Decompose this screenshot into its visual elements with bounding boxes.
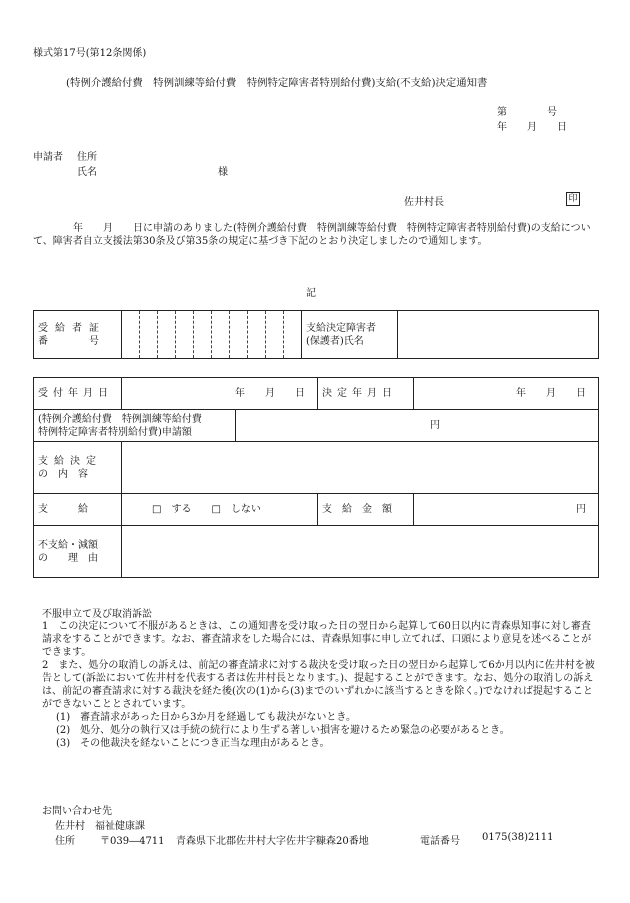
decision-content-label (34, 442, 122, 494)
content-label-line1: 支給決定 (38, 455, 102, 467)
payment-amount-value[interactable]: 円 (414, 494, 599, 526)
contact-postal: 〒039―4711 (100, 836, 165, 847)
claim-amount-value[interactable]: 円 (236, 410, 599, 442)
appeal-heading: 不服申立て及び取消訴訟 (42, 609, 152, 620)
appeal-paragraph-1: 1 この決定について不服があるときは、この通知書を受け取った日の翌日から起算して60日以内に青森県知事に対し審査請求をすることができます。なお、審査請求をした場合には、青森県知事に申し立てれば、口頭により意見を述べることができます。 (42, 621, 592, 658)
contact-phone: 0175(38)2111 (482, 832, 554, 843)
form-number: 様式第17号(第12条関係) (33, 48, 147, 59)
decision-table (33, 377, 599, 578)
recipient-digit-cell[interactable] (212, 311, 230, 359)
reason-value[interactable] (122, 526, 599, 578)
recipient-digit-cell[interactable] (266, 311, 284, 359)
recipient-digit-cell[interactable] (194, 311, 212, 359)
decision-content-value[interactable] (122, 442, 599, 494)
contact-department: 佐井村 福祉健康課 (55, 821, 145, 832)
decided-person-label (302, 311, 398, 359)
recipient-digit-cell[interactable] (230, 311, 248, 359)
reason-label (34, 526, 122, 578)
received-date-value[interactable]: 年 月 日 (122, 378, 318, 410)
intro-text: 年 月 日に申請のありました(特例介護給付費 特例訓練等給付費 特例特定障害者特別給付費)の支給について、障害者自立支援法第30条及び第35条の規定に基づき下記のとおり決定しましたので通知します。 (33, 223, 591, 247)
recipient-digit-cell[interactable] (122, 311, 140, 359)
appeal-item-1: (1) 審査請求があった日から3か月を経過しても裁決がないとき。 (56, 712, 357, 723)
contact-heading: お問い合わせ先 (42, 806, 112, 817)
ki-heading: 記 (306, 288, 316, 299)
contact-address: 青森県下北郡佐井村大字佐井字糠森20番地 (176, 836, 369, 847)
recipient-digit-cell[interactable] (248, 311, 266, 359)
appeal-notes (42, 620, 600, 750)
recipient-table (33, 310, 599, 359)
appeal-paragraph-2: 2 また、処分の取消しの訴えは、前記の審査請求に対する裁決を受け取った日の翌日から起算して6か月以内に佐井村を被告として(訴訟において佐井村を代表する者は佐井村長となります。)、提起することができます。なお、処分の取消しの訴えは、前記の審査請求に対する裁決を経た後(次の(1)から(3)までのいずれかに該当するときを除く。)でなければ提起することができないこととされています。 (42, 660, 595, 710)
claim-label-line1: (特例介護給付費 特例訓練等給付費 (38, 413, 202, 425)
payment-label: 支 給 (34, 494, 122, 526)
decided-person-label-line2: (保護者)氏名 (306, 335, 364, 347)
document-date: 年 月 日 (497, 122, 567, 133)
decision-date-label: 決定年月日 (318, 378, 414, 410)
payment-amount-label: 支 給 金 額 (318, 494, 414, 526)
contact-phone-label: 電話番号 (420, 836, 460, 847)
recipient-digit-cell[interactable] (284, 311, 302, 359)
issuer-name: 佐井村長 (404, 197, 444, 208)
recipient-digit-cell[interactable] (158, 311, 176, 359)
applicant-address-label: 住所 (77, 152, 97, 163)
applicant-heading: 申請者 (33, 152, 63, 163)
document-title: (特例介護給付費 特例訓練等給付費 特例特定障害者特別給付費)支給(不支給)決定通知書 (66, 77, 488, 89)
claim-label-line2: 特例特定障害者特別給付費)申請額 (38, 426, 192, 438)
applicant-name-label: 氏名 (77, 167, 97, 178)
content-label-line2: の 内 容 (38, 468, 88, 480)
decision-date-value[interactable]: 年 月 日 (414, 378, 599, 410)
appeal-item-3: (3) その他裁決を経ないことにつき正当な理由があるとき。 (56, 738, 330, 749)
decided-person-label-line1: 支給決定障害者 (306, 322, 376, 334)
contact-address-label: 住所 (55, 836, 75, 847)
applicant-sama: 様 (218, 167, 228, 178)
received-date-label: 受付年月日 (34, 378, 122, 410)
reason-label-line1: 不支給・減額 (38, 539, 98, 551)
recipient-digit-cell[interactable] (140, 311, 158, 359)
seal-mark (566, 192, 580, 206)
document-number: 第 号 (497, 107, 557, 118)
payment-options[interactable]: □ する □ しない (122, 494, 318, 526)
seal-text: 印 (566, 192, 580, 206)
recipient-label-line1: 受給者証 (38, 322, 106, 334)
decided-person-name-field[interactable] (398, 311, 599, 359)
recipient-digit-cell[interactable] (176, 311, 194, 359)
appeal-item-2: (2) 処分、処分の執行又は手続の続行により生ずる著しい損害を避けるため緊急の必要があるとき。 (56, 725, 510, 736)
recipient-label-line2: 番 号 (38, 335, 106, 347)
reason-label-line2: の 理 由 (38, 552, 98, 564)
claim-amount-label (34, 410, 236, 442)
recipient-number-label (34, 311, 122, 359)
